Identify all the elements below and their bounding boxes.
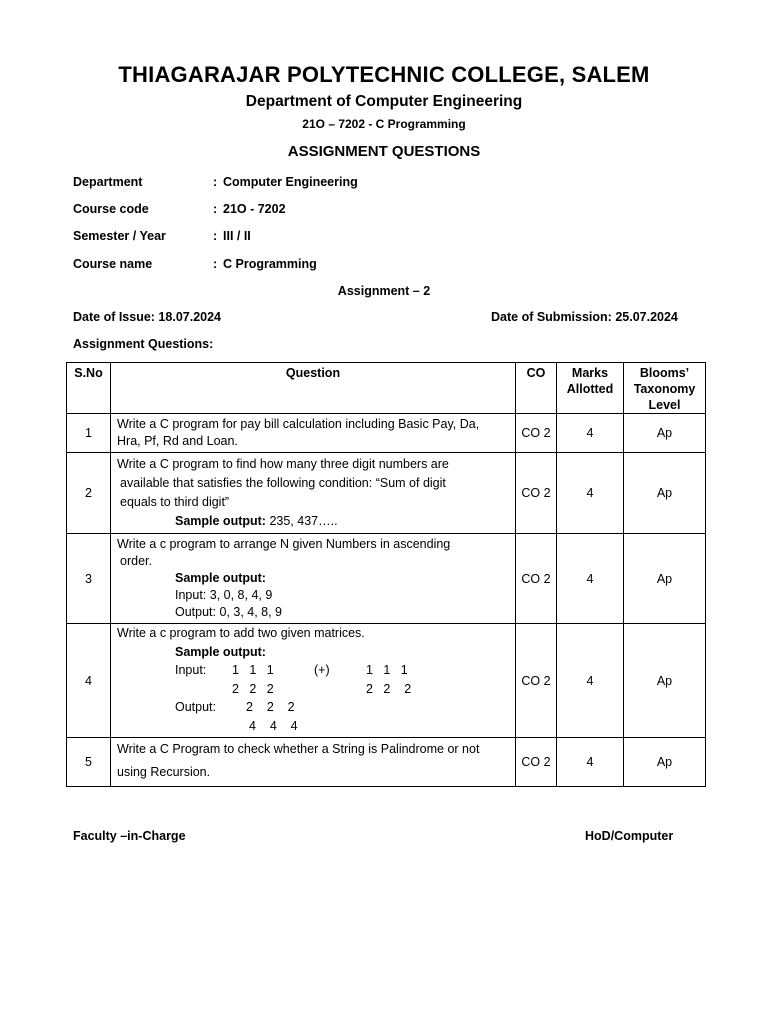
- cell-sno: 3: [67, 534, 111, 624]
- cell-sno: 2: [67, 453, 111, 534]
- header-question: Question: [111, 363, 516, 414]
- table-row: [67, 534, 706, 624]
- info-label: Semester / Year: [73, 229, 166, 243]
- cell-sno: 5: [67, 738, 111, 787]
- header-sno: S.No: [67, 363, 111, 414]
- info-label: Course name: [73, 257, 153, 271]
- cell-level: Ap: [624, 624, 706, 738]
- info-label: Course code: [73, 202, 149, 216]
- course-code-line: 21O – 7202 - C Programming: [302, 117, 466, 131]
- cell-co: CO 2: [516, 738, 557, 787]
- assignment-questions-label: Assignment Questions:: [73, 337, 214, 351]
- table-row: [67, 453, 706, 534]
- cell-sno: 1: [67, 414, 111, 453]
- cell-marks: 4: [557, 453, 624, 534]
- info-row-semester: Semester / Year : III / II: [73, 229, 251, 243]
- cell-marks: 4: [557, 738, 624, 787]
- cell-question: Write a C program to find how many three digit numbers are available that satisfies the following condition: “Sum of digit equals to third digit” Sample output: 235, 437…..: [111, 453, 516, 534]
- cell-marks: 4: [557, 414, 624, 453]
- info-row-course-name: Course name : C Programming: [73, 257, 317, 271]
- date-of-issue: Date of Issue: 18.07.2024: [73, 310, 221, 324]
- cell-level: Ap: [624, 534, 706, 624]
- info-value: C Programming: [223, 257, 317, 271]
- department-title: Department of Computer Engineering: [245, 93, 523, 110]
- cell-question: Write a c program to arrange N given Numbers in ascending order. Sample output: Input: 3, 0, 8, 4, 9 Output: 0, 3, 4, 8, 9: [111, 534, 516, 624]
- cell-sno: 4: [67, 624, 111, 738]
- cell-question: Write a c program to add two given matrices. Sample output: Input: 1 1 1 (+) 1 1 1 2 2 2 2 2 2 Output: 2 2 2 4 4 4: [111, 624, 516, 738]
- info-value: III / II: [223, 229, 251, 243]
- cell-co: CO 2: [516, 624, 557, 738]
- date-of-submission: Date of Submission: 25.07.2024: [491, 310, 678, 324]
- cell-level: Ap: [624, 414, 706, 453]
- info-value: 21O - 7202: [223, 202, 286, 216]
- cell-marks: 4: [557, 534, 624, 624]
- cell-question: Write a C program for pay bill calculation including Basic Pay, Da, Hra, Pf, Rd and Loan.: [111, 414, 516, 453]
- questions-table: [66, 362, 706, 787]
- table-row: [67, 414, 706, 453]
- info-value: Computer Engineering: [223, 175, 358, 189]
- table-row: [67, 738, 706, 787]
- header-blooms: Blooms’ Taxonomy Level: [624, 363, 706, 414]
- header-co: CO: [516, 363, 557, 414]
- cell-co: CO 2: [516, 453, 557, 534]
- cell-question: Write a C Program to check whether a String is Palindrome or not using Recursion.: [111, 738, 516, 787]
- info-row-course-code: Course code : 21O - 7202: [73, 202, 286, 216]
- college-name: THIAGARAJAR POLYTECHNIC COLLEGE, SALEM: [118, 62, 650, 87]
- info-label: Department: [73, 175, 143, 189]
- cell-co: CO 2: [516, 534, 557, 624]
- info-row-department: Department : Computer Engineering: [73, 175, 358, 189]
- hod-signature-label: HoD/Computer: [585, 829, 674, 843]
- header-marks: Marks Allotted: [557, 363, 624, 414]
- cell-marks: 4: [557, 624, 624, 738]
- cell-level: Ap: [624, 738, 706, 787]
- table-row: [67, 624, 706, 738]
- cell-co: CO 2: [516, 414, 557, 453]
- assignment-heading: ASSIGNMENT QUESTIONS: [287, 143, 481, 160]
- cell-level: Ap: [624, 453, 706, 534]
- table-header-row: [67, 363, 706, 414]
- assignment-number: Assignment – 2: [337, 284, 431, 298]
- faculty-in-charge-signature-label: Faculty –in-Charge: [73, 829, 186, 843]
